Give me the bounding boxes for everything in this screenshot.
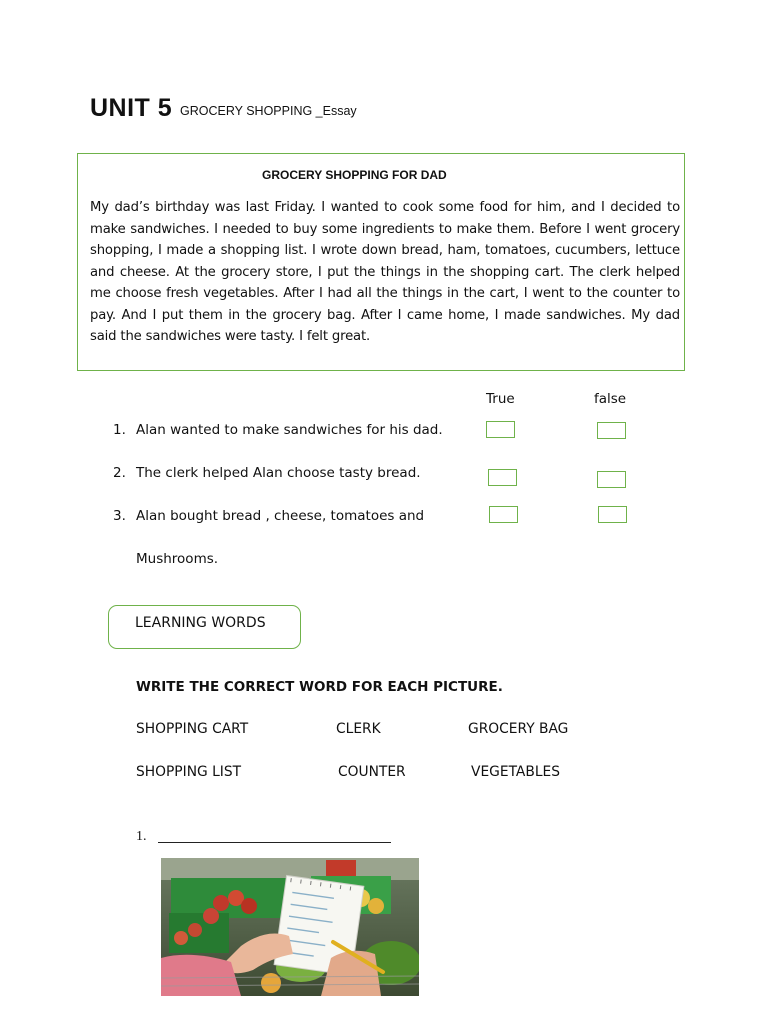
question-text-continuation: Mushrooms. <box>136 551 219 567</box>
question-text: Alan bought bread , cheese, tomatoes and <box>136 508 425 524</box>
word-bank-item: CLERK <box>336 721 381 737</box>
false-checkbox-q1[interactable] <box>597 422 626 439</box>
question-number: 3. <box>113 508 126 524</box>
answer-line[interactable] <box>158 842 391 843</box>
false-checkbox-q2[interactable] <box>597 471 626 488</box>
question-number: 1. <box>113 422 126 438</box>
word-bank-item: SHOPPING CART <box>136 721 249 737</box>
true-column-header: True <box>486 391 515 407</box>
learning-words-label: LEARNING WORDS <box>135 615 266 631</box>
unit-subtitle: GROCERY SHOPPING _Essay <box>180 104 357 118</box>
word-bank-item: COUNTER <box>338 764 406 780</box>
true-checkbox-q3[interactable] <box>489 506 518 523</box>
unit-title: UNIT 5 <box>90 94 173 122</box>
false-column-header: false <box>594 391 627 407</box>
word-bank-item: VEGETABLES <box>471 764 560 780</box>
false-checkbox-q3[interactable] <box>598 506 627 523</box>
essay-body: My dad’s birthday was last Friday. I wanted to cook some food for him, and I decided to make sandwiches. I needed to buy some ingredients to make them. Before I went grocery shopping, I made a shopping list. I wrote down bread, ham, tomatoes, cucumbers, lettuce and cheese. At the grocery store, I put the things in the shopping cart. The clerk helped me choose fresh vegetables. After I had all the things in the cart, I went to the counter to pay. And I put them in the grocery bag. After I came home, I made sandwiches. My dad said the sandwiches were tasty. I felt great. <box>90 200 680 344</box>
word-bank-item: SHOPPING LIST <box>136 764 242 780</box>
shopping-list-photo <box>161 858 419 996</box>
question-number: 2. <box>113 465 126 481</box>
instruction: WRITE THE CORRECT WORD FOR EACH PICTURE. <box>136 679 503 695</box>
item-number: 1. <box>136 829 147 844</box>
question-text: Alan wanted to make sandwiches for his dad. <box>136 422 443 438</box>
word-bank-item: GROCERY BAG <box>468 721 569 737</box>
question-text: The clerk helped Alan choose tasty bread. <box>136 465 421 481</box>
essay-title: GROCERY SHOPPING FOR DAD <box>262 168 447 182</box>
true-checkbox-q1[interactable] <box>486 421 515 438</box>
true-checkbox-q2[interactable] <box>488 469 517 486</box>
